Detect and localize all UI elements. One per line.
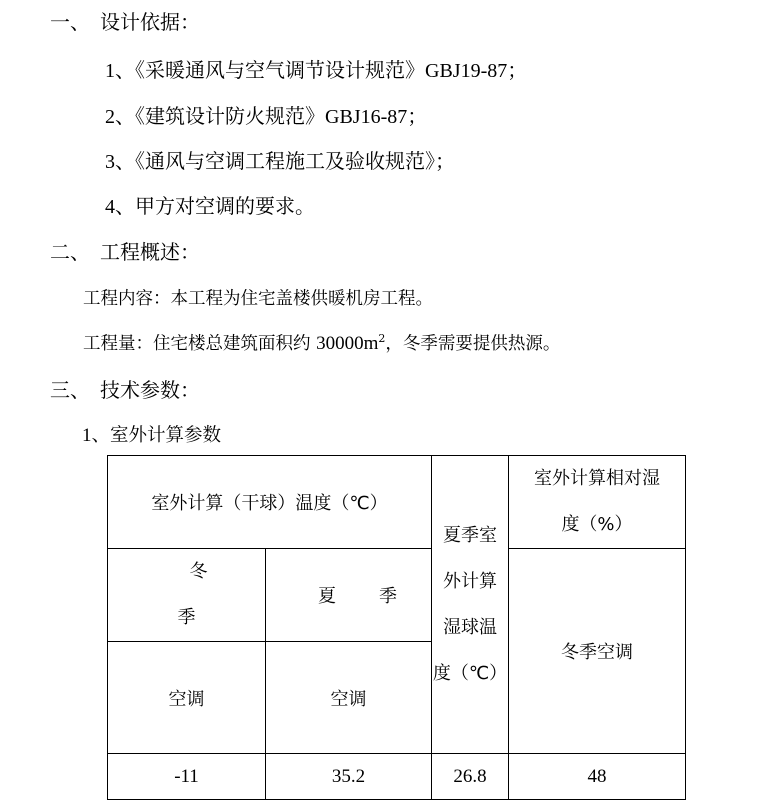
- outdoor-params-subheading: 1、室外计算参数: [82, 425, 222, 446]
- value-wetbulb: 26.8: [432, 754, 509, 800]
- project-amount: 工程量：住宅楼总建筑面积约 $30000m^2$，冬季需要提供热源。: [83, 332, 561, 354]
- section-1-number: 一、: [50, 10, 90, 34]
- basis-item-1: 1、《采暖通风与空气调节设计规范》GBJ19-87；: [105, 58, 528, 82]
- outdoor-params-table: [107, 455, 686, 800]
- header-winter: 冬 季: [108, 549, 266, 642]
- standard-code: GBJ19-87: [425, 60, 508, 82]
- section-1-title: 设计依据：: [100, 10, 200, 34]
- basis-item-3: 3、《通风与空调工程施工及验收规范》；: [105, 149, 455, 173]
- value-summer-ac: 35.2: [266, 754, 432, 800]
- section-1-heading: [50, 6, 200, 35]
- standard-code: GBJ16-87: [325, 106, 408, 128]
- value-humidity: 48: [509, 754, 686, 800]
- header-summer-ac: 空调: [266, 642, 432, 754]
- section-3-heading: [50, 374, 200, 403]
- basis-item-2: 2、《建筑设计防火规范》GBJ16-87；: [105, 104, 428, 128]
- section-2-number: 二、: [50, 240, 90, 264]
- header-summer: 夏 季: [266, 549, 432, 642]
- basis-item-4: 4、甲方对空调的要求。: [105, 194, 315, 218]
- header-winter-ac: 空调: [108, 642, 266, 754]
- header-humidity-winter-ac: 冬季空调: [509, 549, 686, 754]
- header-relative-humidity: 室外计算相对湿 度（%）: [509, 456, 686, 549]
- header-wetbulb-temp: 夏季室 外计算 湿球温 度（℃）: [432, 456, 509, 754]
- value-winter-ac: -11: [108, 754, 266, 800]
- section-3-title: 技术参数：: [100, 378, 200, 402]
- header-drybulb-temp: 室外计算（干球）温度（℃）: [108, 456, 432, 549]
- section-2-title: 工程概述：: [100, 240, 200, 264]
- section-2-heading: [50, 236, 200, 265]
- project-content: 工程内容：本工程为住宅盖楼供暖机房工程。: [83, 289, 433, 309]
- section-3-number: 三、: [50, 378, 90, 402]
